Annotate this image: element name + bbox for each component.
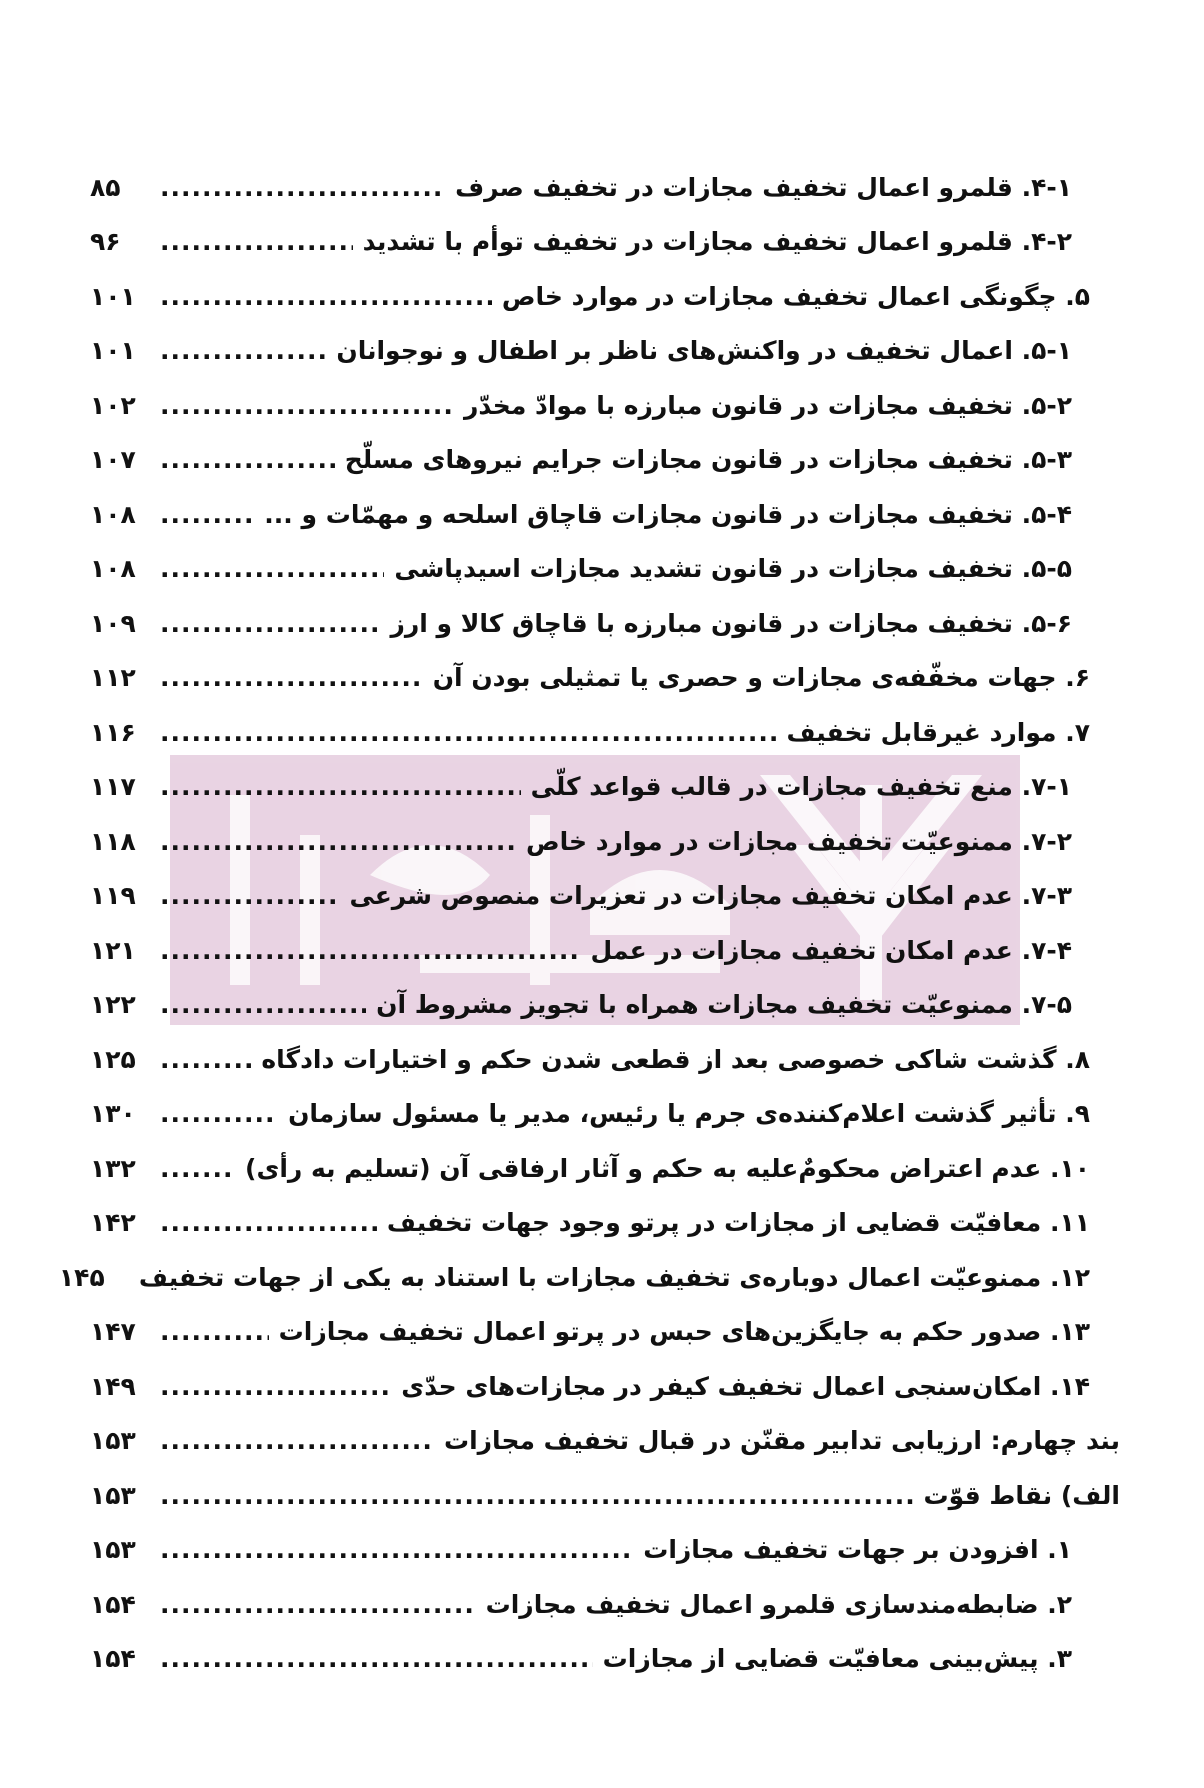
toc-entry[interactable] bbox=[90, 215, 1090, 270]
toc-entry[interactable] bbox=[90, 1032, 1090, 1087]
toc-entry-title: ۷-۵. ممنوعیّت تخفیف مجازات همراه با تجویز مشروط آن bbox=[376, 990, 1072, 1020]
dot-leader bbox=[160, 556, 384, 581]
dot-leader bbox=[160, 938, 581, 963]
toc-entry-page: ۱۴۵ bbox=[58, 1262, 105, 1292]
dot-leader bbox=[160, 1047, 251, 1072]
toc-entry-page: ۱۴۲ bbox=[90, 1208, 136, 1238]
toc-entry[interactable] bbox=[90, 1632, 1090, 1687]
toc-entry-title: ۴-۱. قلمرو اعمال تخفیف مجازات در تخفیف صرف bbox=[455, 172, 1072, 202]
toc-entry-page: ۱۳۰ bbox=[90, 1099, 136, 1129]
toc-entry-title: ۵-۲. تخفیف مجازات در قانون مبارزه با موادّ مخدّر bbox=[463, 390, 1072, 420]
toc-entry[interactable] bbox=[90, 433, 1090, 488]
toc-entry-title: ۷-۱. منع تخفیف مجازات در قالب قواعد کلّی bbox=[530, 772, 1072, 802]
dot-leader bbox=[160, 1592, 476, 1617]
toc-entry-page: ۱۰۹ bbox=[90, 608, 136, 638]
toc-entry-title: ۱. افزودن بر جهات تخفیف مجازات bbox=[643, 1535, 1072, 1565]
toc-entry-title: ۵. چگونگی اعمال تخفیف مجازات در موارد خاص bbox=[501, 281, 1090, 311]
toc-entry[interactable] bbox=[90, 1141, 1090, 1196]
toc-entry-page: ۱۵۳ bbox=[90, 1480, 136, 1510]
toc-entry-page: ۹۶ bbox=[90, 227, 121, 257]
toc-entry-title: ۷. موارد غیرقابل تخفیف bbox=[786, 717, 1090, 747]
dot-leader bbox=[160, 665, 423, 690]
toc-entry-page: ۱۰۲ bbox=[90, 390, 136, 420]
toc-entry-page: ۱۱۲ bbox=[90, 663, 136, 693]
toc-entry-title: الف) نقاط قوّت bbox=[923, 1480, 1120, 1510]
toc-entry-title: ۱۲. ممنوعیّت اعمال دوباره‌ی تخفیف مجازات با استناد به یکی از جهات تخفیف bbox=[138, 1262, 1090, 1292]
dot-leader bbox=[160, 284, 492, 309]
toc-entry-page: ۱۵۴ bbox=[90, 1644, 136, 1674]
toc-entry-title: ۵-۶. تخفیف مجازات در قانون مبارزه با قاچاق کالا و ارز bbox=[390, 608, 1072, 638]
dot-leader bbox=[160, 502, 254, 527]
toc-entry-title: ۱۳. صدور حکم به جایگزین‌های حبس در پرتو اعمال تخفیف مجازات bbox=[278, 1317, 1090, 1347]
dot-leader bbox=[160, 1483, 914, 1508]
dot-leader bbox=[160, 829, 516, 854]
toc-entry-title: ۴-۲. قلمرو اعمال تخفیف مجازات در تخفیف توأم با تشدید bbox=[362, 227, 1072, 257]
toc-entry-title: ۳. پیش‌بینی معافیّت قضایی از مجازات bbox=[602, 1644, 1072, 1674]
toc-entry[interactable] bbox=[90, 1414, 1120, 1469]
toc-entry-page: ۱۱۸ bbox=[90, 826, 136, 856]
toc-entry-title: ۸. گذشت شاکی خصوصی بعد از قطعی شدن حکم و اختیارات دادگاه bbox=[261, 1044, 1090, 1074]
toc-entry-title: بند چهارم: ارزیابی تدابیر مقنّن در قبال تخفیف مجازات bbox=[443, 1426, 1120, 1456]
toc-entry[interactable] bbox=[90, 760, 1090, 815]
toc-entry[interactable] bbox=[90, 1468, 1120, 1523]
dot-leader bbox=[160, 338, 326, 363]
toc-entry[interactable] bbox=[90, 487, 1090, 542]
toc-entry[interactable] bbox=[58, 1250, 1090, 1305]
toc-entry[interactable] bbox=[90, 269, 1090, 324]
toc-entry-page: ۱۱۶ bbox=[90, 717, 136, 747]
toc-entry[interactable] bbox=[90, 596, 1090, 651]
toc-entry-page: ۱۳۲ bbox=[90, 1153, 136, 1183]
toc-entry-page: ۱۰۸ bbox=[90, 499, 136, 529]
dot-leader bbox=[160, 393, 454, 418]
dot-leader bbox=[160, 175, 445, 200]
toc-entry-title: ۷-۲. ممنوعیّت تخفیف مجازات در موارد خاص bbox=[525, 826, 1072, 856]
dot-leader bbox=[160, 1646, 593, 1671]
toc-entry-title: ۹. تأثیر گذشت اعلام‌کننده‌ی جرم یا رئیس، مدیر یا مسئول سازمان bbox=[288, 1099, 1090, 1129]
toc-entry-title: ۱۱. معافیّت قضایی از مجازات در پرتو وجود جهات تخفیف bbox=[386, 1208, 1090, 1238]
toc-entry[interactable] bbox=[90, 1196, 1090, 1251]
toc-entry[interactable] bbox=[90, 1087, 1090, 1142]
toc-entry-title: ۶. جهات مخفّفه‌ی مجازات و حصری یا تمثیلی بودن آن bbox=[432, 663, 1090, 693]
toc-entry[interactable] bbox=[90, 705, 1090, 760]
toc-entry[interactable] bbox=[90, 978, 1090, 1033]
dot-leader bbox=[160, 1319, 269, 1344]
toc-entry-page: ۱۱۷ bbox=[90, 772, 136, 802]
toc-entry[interactable] bbox=[90, 651, 1090, 706]
toc-entry-page: ۱۵۴ bbox=[90, 1589, 136, 1619]
toc-entry[interactable] bbox=[90, 378, 1090, 433]
dot-leader bbox=[160, 229, 353, 254]
toc-entry-page: ۱۲۵ bbox=[90, 1044, 136, 1074]
toc-entry[interactable] bbox=[90, 1577, 1090, 1632]
toc-entry-page: ۱۰۸ bbox=[90, 554, 136, 584]
toc-entry[interactable] bbox=[90, 923, 1090, 978]
dot-leader bbox=[160, 447, 335, 472]
toc-entry-page: ۱۱۹ bbox=[90, 881, 136, 911]
dot-leader bbox=[160, 720, 777, 745]
toc-entry[interactable] bbox=[90, 1523, 1090, 1578]
toc-entry[interactable] bbox=[90, 160, 1090, 215]
dot-leader bbox=[160, 1101, 278, 1126]
toc-entry-page: ۱۰۱ bbox=[90, 281, 136, 311]
toc-entry[interactable] bbox=[90, 324, 1090, 379]
dot-leader bbox=[160, 1428, 434, 1453]
dot-leader bbox=[160, 992, 366, 1017]
toc-entry-page: ۱۴۹ bbox=[90, 1371, 136, 1401]
toc-entry-title: ۱۰. عدم اعتراض محکومٌ‌علیه به حکم و آثار ارفاقی آن (تسلیم به رأی) bbox=[245, 1153, 1090, 1183]
dot-leader bbox=[160, 883, 339, 908]
toc-entry-title: ۵-۱. اعمال تخفیف در واکنش‌های ناظر بر اطفال و نوجوانان bbox=[336, 336, 1072, 366]
toc-entry-page: ۱۰۷ bbox=[90, 445, 136, 475]
toc-entry-page: ۱۰۱ bbox=[90, 336, 136, 366]
toc-entry-page: ۱۴۷ bbox=[90, 1317, 136, 1347]
dot-leader bbox=[160, 1537, 633, 1562]
toc-entry-title: ۲. ضابطه‌مندسازی قلمرو اعمال تخفیف مجازات bbox=[485, 1589, 1072, 1619]
table-of-contents bbox=[58, 160, 1120, 1686]
dot-leader bbox=[160, 774, 521, 799]
dot-leader bbox=[160, 1156, 235, 1181]
toc-entry-title: ۵-۵. تخفیف مجازات در قانون تشدید مجازات اسیدپاشی bbox=[394, 554, 1072, 584]
toc-entry-title: ۷-۴. عدم امکان تخفیف مجازات در عمل bbox=[590, 935, 1072, 965]
toc-entry-title: ۷-۳. عدم امکان تخفیف مجازات در تعزیرات منصوص شرعی bbox=[349, 881, 1072, 911]
dot-leader bbox=[160, 611, 381, 636]
toc-entry-page: ۸۵ bbox=[90, 172, 121, 202]
toc-entry[interactable] bbox=[90, 1359, 1090, 1414]
toc-entry-title: ۵-۴. تخفیف مجازات در قانون مجازات قاچاق اسلحه و مهمّات و ... bbox=[264, 499, 1072, 529]
toc-entry[interactable] bbox=[90, 542, 1090, 597]
toc-entry-page: ۱۲۱ bbox=[90, 935, 136, 965]
toc-entry[interactable] bbox=[90, 869, 1090, 924]
dot-leader bbox=[160, 1210, 377, 1235]
toc-entry-page: ۱۵۳ bbox=[90, 1426, 136, 1456]
toc-entry[interactable] bbox=[90, 1305, 1090, 1360]
dot-leader bbox=[160, 1374, 391, 1399]
toc-entry[interactable] bbox=[90, 814, 1090, 869]
toc-entry-page: ۱۵۳ bbox=[90, 1535, 136, 1565]
toc-entry-title: ۱۴. امکان‌سنجی اعمال تخفیف کیفر در مجازات‌های حدّی bbox=[401, 1371, 1090, 1401]
toc-entry-page: ۱۲۲ bbox=[90, 990, 136, 1020]
toc-entry-title: ۵-۳. تخفیف مجازات در قانون مجازات جرایم نیروهای مسلّح bbox=[344, 445, 1072, 475]
